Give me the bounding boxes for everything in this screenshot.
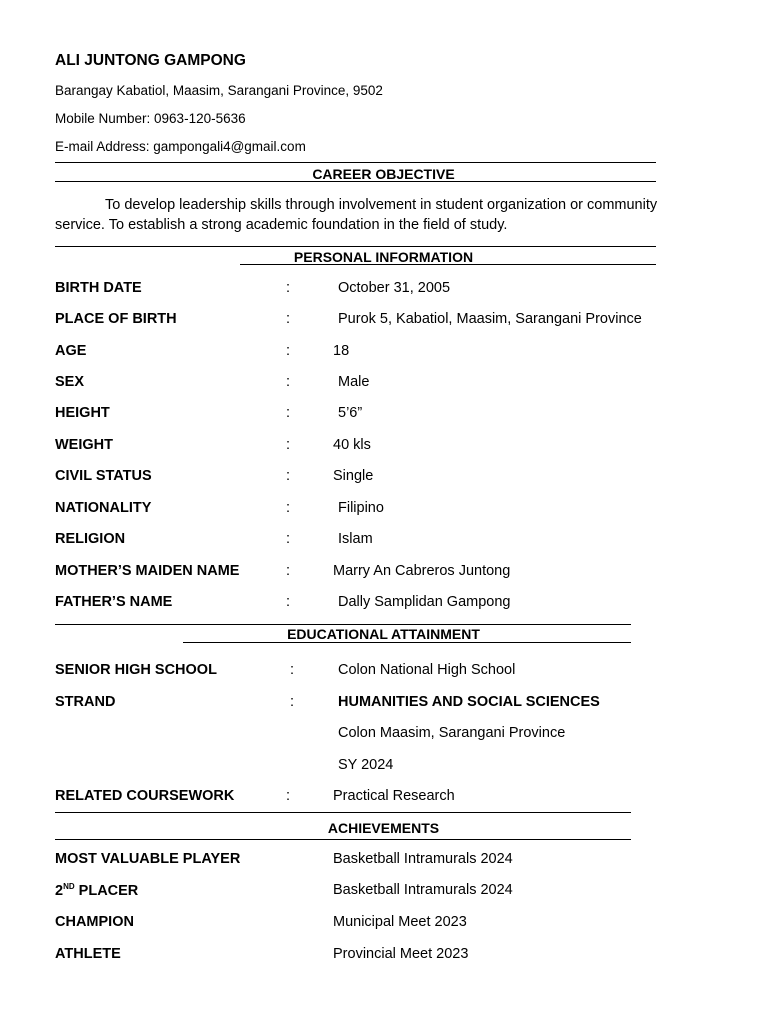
place-of-birth-label: PLACE OF BIRTH	[55, 311, 177, 327]
applicant-name: ALI JUNTONG GAMPONG	[55, 52, 246, 69]
achievement-title-ordinal: 2	[55, 883, 64, 899]
school-year: SY 2024	[338, 757, 394, 773]
separator-colon: :	[286, 374, 291, 390]
personal-information-heading: PERSONAL INFORMATION	[293, 249, 474, 265]
age-value: 18	[333, 343, 350, 359]
divider	[183, 642, 631, 643]
divider	[240, 264, 656, 265]
sex-value: Male	[338, 374, 370, 390]
separator-colon: :	[286, 788, 291, 804]
achievement-event: Provincial Meet 2023	[333, 946, 469, 962]
weight-label: WEIGHT	[55, 437, 113, 453]
birth-date-value: October 31, 2005	[338, 280, 451, 296]
religion-label: RELIGION	[55, 531, 126, 547]
divider	[55, 624, 631, 625]
achievement-event: Basketball Intramurals 2024	[333, 882, 513, 898]
sex-label: SEX	[55, 374, 85, 390]
divider	[55, 162, 656, 163]
fathers-name-value: Dally Samplidan Gampong	[338, 594, 511, 610]
achievements-heading: ACHIEVEMENTS	[327, 820, 440, 836]
divider	[55, 246, 656, 247]
civil-status-value: Single	[333, 468, 374, 484]
place-of-birth-value: Purok 5, Kabatiol, Maasim, Sarangani Province	[338, 311, 642, 327]
civil-status-label: CIVIL STATUS	[55, 468, 152, 484]
educational-attainment-heading: EDUCATIONAL ATTAINMENT	[287, 626, 480, 642]
separator-colon: :	[286, 437, 291, 453]
senior-high-school-label: SENIOR HIGH SCHOOL	[55, 662, 217, 678]
divider	[55, 181, 656, 182]
birth-date-label: BIRTH DATE	[55, 280, 142, 296]
strand-value: HUMANITIES AND SOCIAL SCIENCES	[338, 694, 600, 710]
achievement-title: CHAMPION	[55, 914, 134, 930]
mothers-maiden-name-label: MOTHER’S MAIDEN NAME	[55, 563, 240, 579]
achievement-title: ATHLETE	[55, 946, 121, 962]
weight-value: 40 kls	[333, 437, 371, 453]
achievement-event: Municipal Meet 2023	[333, 914, 467, 930]
divider	[55, 812, 631, 813]
achievement-title: MOST VALUABLE PLAYER	[55, 851, 241, 867]
height-label: HEIGHT	[55, 405, 110, 421]
age-label: AGE	[55, 343, 87, 359]
related-coursework-value: Practical Research	[333, 788, 455, 804]
separator-colon: :	[286, 405, 291, 421]
school-location: Colon Maasim, Sarangani Province	[338, 725, 566, 741]
mobile-line: Mobile Number: 0963-120-5636	[55, 111, 246, 126]
separator-colon: :	[286, 280, 291, 296]
related-coursework-label: RELATED COURSEWORK	[55, 788, 235, 804]
fathers-name-label: FATHER’S NAME	[55, 594, 173, 610]
religion-value: Islam	[338, 531, 373, 547]
separator-colon: :	[290, 662, 295, 678]
separator-colon: :	[286, 311, 291, 327]
separator-colon: :	[286, 468, 291, 484]
achievement-title-ordinal-suffix: ND	[63, 882, 75, 891]
separator-colon: :	[290, 694, 295, 710]
achievement-title	[55, 882, 138, 899]
strand-label: STRAND	[55, 694, 116, 710]
nationality-label: NATIONALITY	[55, 500, 152, 516]
separator-colon: :	[286, 563, 291, 579]
achievement-event: Basketball Intramurals 2024	[333, 851, 513, 867]
mothers-maiden-name-value: Marry An Cabreros Juntong	[333, 563, 511, 579]
separator-colon: :	[286, 343, 291, 359]
nationality-value: Filipino	[338, 500, 384, 516]
separator-colon: :	[286, 594, 291, 610]
address-line: Barangay Kabatiol, Maasim, Sarangani Province, 9502	[55, 83, 383, 98]
email-line: E-mail Address: gampongali4@gmail.com	[55, 139, 306, 154]
height-value: 5’6”	[338, 405, 363, 421]
career-objective-text: To develop leadership skills through involvement in student organization or community service. To establish a strong academic foundation in the field of study.	[55, 197, 658, 233]
achievement-title-text: PLACER	[74, 883, 139, 899]
separator-colon: :	[286, 500, 291, 516]
separator-colon: :	[286, 531, 291, 547]
senior-high-school-value: Colon National High School	[338, 662, 516, 678]
divider	[55, 839, 631, 840]
career-objective-heading: CAREER OBJECTIVE	[312, 166, 455, 182]
